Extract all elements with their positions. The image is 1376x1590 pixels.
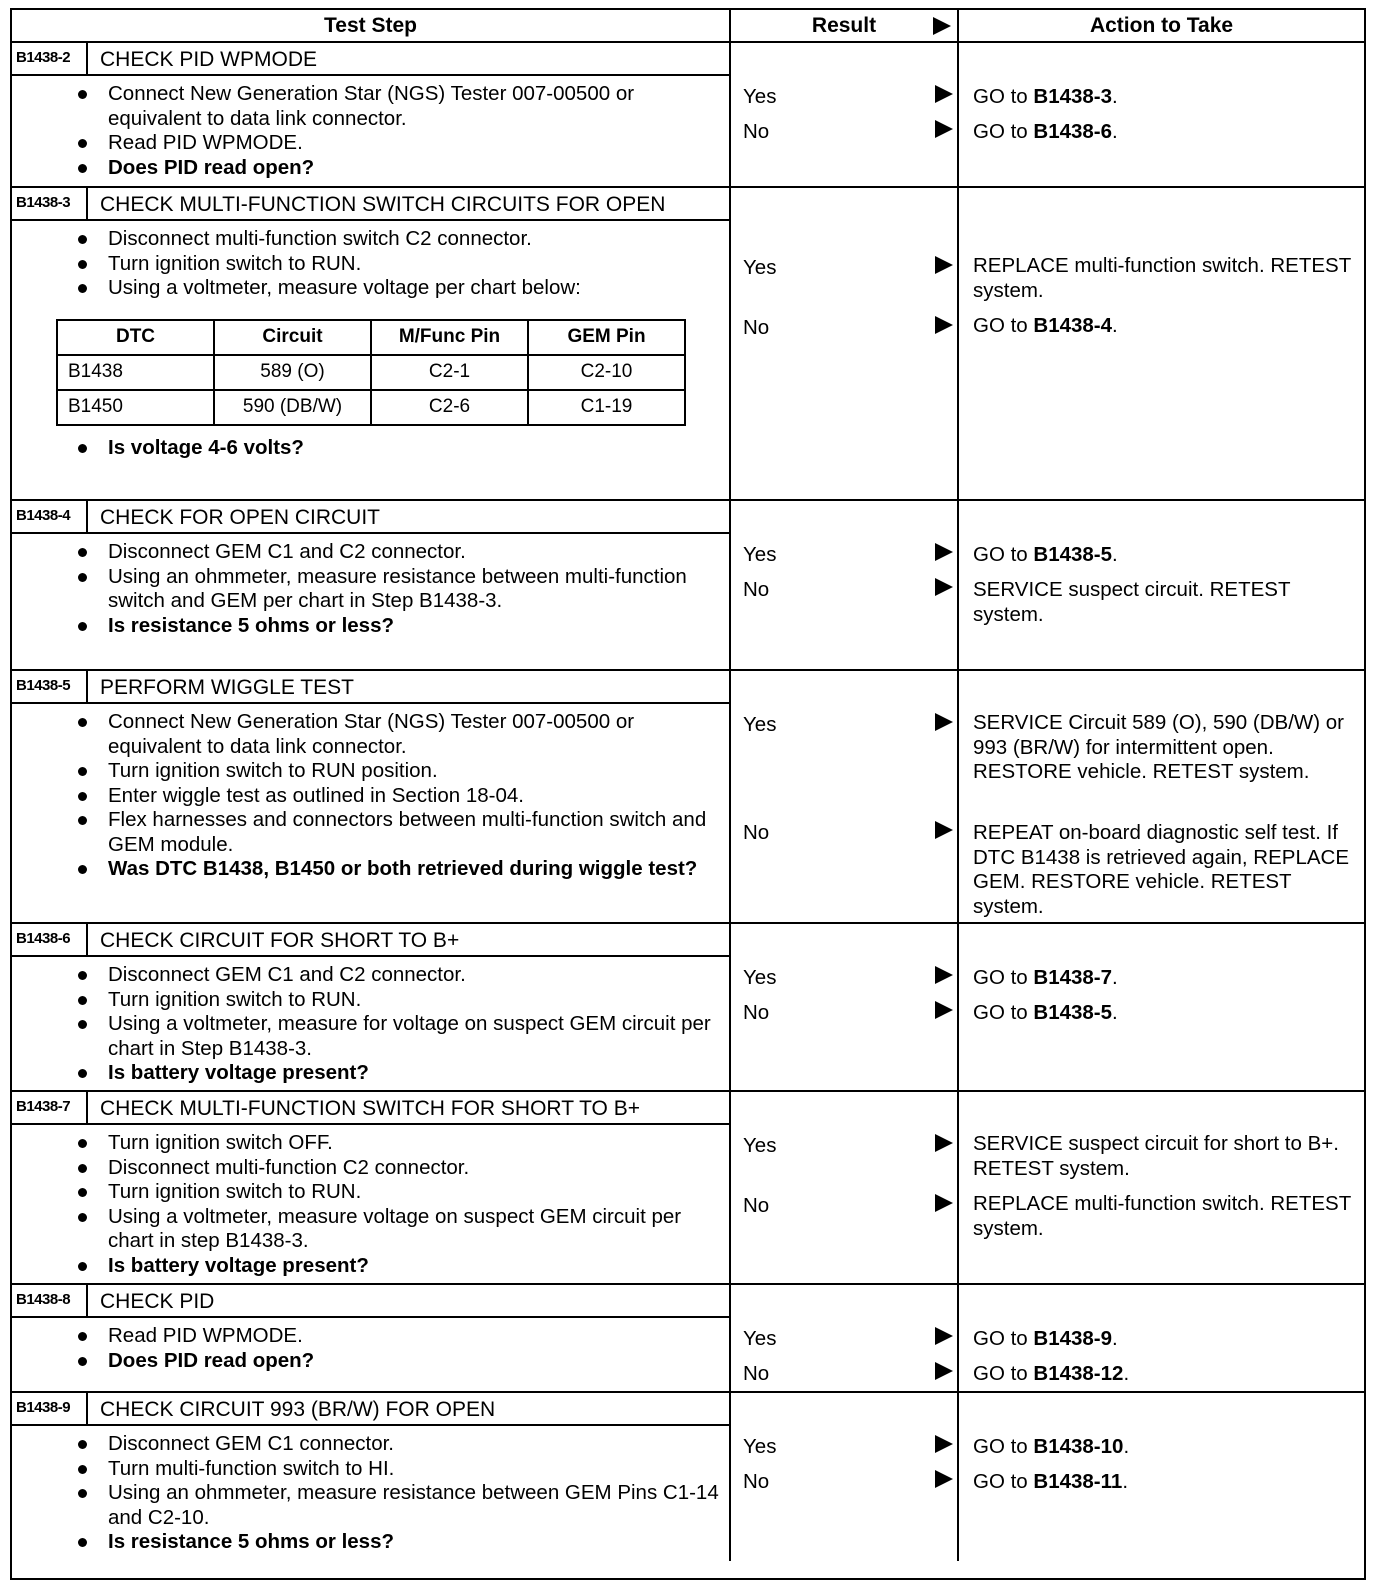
no-action [959,1362,1364,1387]
instruction-item: Turn multi-function switch to HI. [108,1457,729,1482]
chart-row [57,355,685,390]
step-title: CHECK PID WPMODE [100,48,318,71]
step-row [12,923,1364,1091]
yes-label: Yes [743,256,777,279]
arrow-right-icon [935,821,953,839]
action-suffix: . [1112,85,1118,108]
arrow-right-icon [935,578,953,596]
result-yes [731,1321,957,1356]
step-title: CHECK FOR OPEN CIRCUIT [100,506,381,529]
action-cell [958,1091,1364,1284]
arrow-right-icon [933,17,951,35]
result-cell [730,500,958,670]
instruction-item: Disconnect GEM C1 connector. [108,1432,729,1457]
test-step-cell [12,670,730,923]
action-cell [958,1284,1364,1392]
diagnostic-table-page [10,8,1366,1580]
result-no [731,572,957,607]
step-row [12,1284,1364,1392]
result-cell [730,1392,958,1561]
step-instructions [12,76,729,184]
step-question: Is battery voltage present? [108,1061,729,1086]
no-action: REPLACE multi-function switch. RETEST system. [973,1192,1351,1240]
action-text: GO to [973,85,1034,108]
instruction-item: Turn ignition switch to RUN position. [108,759,729,784]
instruction-item: Disconnect multi-function switch C2 connector. [108,227,729,252]
chart-cell: B1438 [57,355,214,390]
instruction-item: Using a voltmeter, measure voltage per chart below: [108,276,729,301]
arrow-right-icon [935,1194,953,1212]
chart-header: GEM Pin [528,320,685,355]
arrow-right-icon [935,1470,953,1488]
chart-cell: C1-19 [528,390,685,425]
yes-label: Yes [743,85,777,108]
arrow-right-icon [935,1134,953,1152]
step-ref: B1438-9 [1033,1327,1113,1350]
action-text: GO to [973,120,1034,143]
step-header [12,924,729,957]
result-yes [731,960,957,995]
result-yes [731,1429,957,1464]
action-suffix: . [1112,120,1118,143]
no-label: No [743,1001,770,1024]
result-no [731,310,957,345]
instruction-item: Using an ohmmeter, measure resistance between GEM Pins C1-14 and C2-10. [108,1481,729,1530]
yes-label: Yes [743,713,777,736]
step-instructions [12,1125,729,1282]
result-no [731,1464,957,1499]
step-title: CHECK MULTI-FUNCTION SWITCH CIRCUITS FOR OPEN [100,193,666,216]
action-cell [958,670,1364,923]
result-no [731,995,957,1030]
instruction-item: Using a voltmeter, measure voltage on suspect GEM circuit per chart in step B1438-3. [108,1205,729,1254]
step-id: B1438-5 [12,671,88,702]
instruction-item: Using an ohmmeter, measure resistance between multi-function switch and GEM per chart in Step B1438-3. [108,565,729,614]
arrow-right-icon [935,1362,953,1380]
action-suffix: . [1112,966,1118,989]
result-cell [730,1284,958,1392]
step-header [12,501,729,534]
action-text: GO to [973,1327,1034,1350]
step-ref: B1438-5 [1033,1001,1113,1024]
no-label: No [743,821,770,844]
header-row [12,10,1364,42]
instruction-item: Disconnect GEM C1 and C2 connector. [108,540,729,565]
no-label: No [743,578,770,601]
header-result [730,10,958,42]
instruction-item: Enter wiggle test as outlined in Section 18-04. [108,784,729,809]
yes-action [959,543,1364,578]
action-text: GO to [973,966,1034,989]
arrow-right-icon [935,1435,953,1453]
result-yes [731,79,957,114]
step-row [12,1392,1364,1561]
arrow-right-icon [935,85,953,103]
step-question: Is battery voltage present? [108,1254,729,1279]
instruction-item: Disconnect multi-function C2 connector. [108,1156,729,1181]
step-id: B1438-9 [12,1393,88,1424]
action-cell [958,42,1364,187]
step-instructions [12,957,729,1090]
step-ref: B1438-4 [1033,314,1113,337]
instruction-item: Disconnect GEM C1 and C2 connector. [108,963,729,988]
action-suffix: . [1112,1327,1118,1350]
step-title: CHECK CIRCUIT 993 (BR/W) FOR OPEN [100,1398,496,1421]
result-yes [731,1128,957,1188]
arrow-right-icon [935,713,953,731]
no-label: No [743,1362,770,1385]
step-instructions [12,1426,729,1559]
arrow-right-icon [935,256,953,274]
step-id: B1438-3 [12,188,88,219]
action-suffix: . [1123,1362,1130,1385]
step-instructions [12,221,729,301]
instruction-item: Turn ignition switch to RUN. [108,988,729,1013]
yes-label: Yes [743,966,777,989]
instruction-item: Read PID WPMODE. [108,1324,729,1349]
chart-header: Circuit [214,320,371,355]
step-header [12,188,729,221]
step-id: B1438-8 [12,1285,88,1316]
arrow-right-icon [935,1327,953,1345]
step-instructions [12,704,729,886]
action-text: GO to [973,1470,1034,1493]
step-ref: B1438-5 [1033,543,1113,566]
step-question: Is resistance 5 ohms or less? [108,614,729,639]
chart-header-row [57,320,685,355]
action-cell [958,1392,1364,1561]
no-label: No [743,1194,770,1217]
no-action [959,120,1364,145]
chart-cell: C2-10 [528,355,685,390]
step-ref: B1438-7 [1033,966,1113,989]
chart-header: DTC [57,320,214,355]
action-text: GO to [973,314,1034,337]
arrow-right-icon [935,316,953,334]
arrow-right-icon [935,120,953,138]
step-question: Does PID read open? [108,156,729,181]
step-row [12,670,1364,923]
chart-cell: C2-6 [371,390,528,425]
yes-label: Yes [743,1435,777,1458]
action-cell [958,500,1364,670]
step-header [12,43,729,76]
step-header [12,1092,729,1125]
yes-action [959,1327,1364,1362]
step-id: B1438-7 [12,1092,88,1123]
chart-row [57,390,685,425]
step-question: Is resistance 5 ohms or less? [108,1530,729,1555]
action-suffix: . [1112,1001,1118,1024]
yes-action: SERVICE suspect circuit for short to B+. RETEST system. [973,1132,1339,1180]
step-question: Does PID read open? [108,1349,729,1374]
step-row [12,500,1364,670]
test-step-cell [12,1284,730,1392]
result-cell [730,187,958,500]
test-step-cell [12,1091,730,1284]
chart-header: M/Func Pin [371,320,528,355]
test-step-cell [12,187,730,500]
yes-label: Yes [743,1134,777,1157]
action-suffix: . [1122,1470,1129,1493]
yes-action [959,85,1364,120]
result-cell [730,1091,958,1284]
action-suffix: . [1123,1435,1130,1458]
step-title: CHECK CIRCUIT FOR SHORT TO B+ [100,929,460,952]
action-cell [958,923,1364,1091]
chart-cell: B1450 [57,390,214,425]
arrow-right-icon [935,966,953,984]
no-action [959,1470,1364,1495]
action-text: GO to [973,1362,1034,1385]
instruction-item: Using a voltmeter, measure for voltage on suspect GEM circuit per chart in Step B1438-3. [108,1012,729,1061]
no-label: No [743,120,770,143]
step-header [12,1393,729,1426]
result-no [731,1188,957,1223]
action-suffix: . [1112,314,1118,337]
result-no [731,114,957,149]
action-text: GO to [973,543,1034,566]
no-label: No [743,1470,770,1493]
instruction-item: Flex harnesses and connectors between multi-function switch and GEM module. [108,808,729,857]
step-question: Is voltage 4-6 volts? [108,436,729,461]
step-id: B1438-4 [12,501,88,532]
test-step-cell [12,500,730,670]
step-ref: B1438-12 [1033,1362,1124,1385]
yes-label: Yes [743,1327,777,1350]
pin-chart [56,319,686,426]
instruction-item: Connect New Generation Star (NGS) Tester 007-00500 or equivalent to data link connector. [108,710,729,759]
no-label: No [743,316,770,339]
header-result-label: Result [811,13,877,37]
step-ref: B1438-11 [1033,1470,1123,1493]
result-yes [731,537,957,572]
step-instructions [12,1318,729,1377]
action-text: GO to [973,1001,1034,1024]
no-action [959,314,1364,339]
result-cell [730,42,958,187]
yes-action: REPLACE multi-function switch. RETEST system. [973,254,1351,302]
header-action: Action to Take [958,10,1364,42]
result-no [731,1356,957,1391]
instruction-item: Turn ignition switch OFF. [108,1131,729,1156]
step-row [12,42,1364,187]
no-action: SERVICE suspect circuit. RETEST system. [973,578,1291,626]
no-action [959,1001,1364,1026]
step-question-list [12,432,729,465]
step-title: CHECK PID [100,1290,215,1313]
test-step-cell [12,42,730,187]
arrow-right-icon [935,1001,953,1019]
chart-cell: 590 (DB/W) [214,390,371,425]
yes-action: SERVICE Circuit 589 (O), 590 (DB/W) or 993 (BR/W) for intermittent open. RESTORE vehicle. RETEST system. [973,711,1344,783]
result-no [731,815,957,850]
step-question: Was DTC B1438, B1450 or both retrieved during wiggle test? [108,857,729,882]
diagnostic-table [12,10,1364,1561]
action-cell [958,187,1364,500]
step-id: B1438-2 [12,43,88,74]
step-instructions [12,534,729,642]
test-step-cell [12,1392,730,1561]
step-ref: B1438-6 [1033,120,1113,143]
step-row [12,187,1364,500]
step-ref: B1438-3 [1033,85,1113,108]
chart-cell: 589 (O) [214,355,371,390]
step-header [12,1285,729,1318]
result-yes [731,707,957,815]
instruction-item: Turn ignition switch to RUN. [108,252,729,277]
header-test-step: Test Step [12,10,730,42]
step-ref: B1438-10 [1033,1435,1124,1458]
step-header [12,671,729,704]
yes-action [959,966,1364,1001]
chart-cell: C2-1 [371,355,528,390]
instruction-item: Turn ignition switch to RUN. [108,1180,729,1205]
instruction-item: Read PID WPMODE. [108,131,729,156]
action-suffix: . [1112,543,1118,566]
yes-label: Yes [743,543,777,566]
result-cell [730,923,958,1091]
step-id: B1438-6 [12,924,88,955]
test-step-cell [12,923,730,1091]
step-row [12,1091,1364,1284]
step-title: PERFORM WIGGLE TEST [100,676,354,699]
instruction-item: Connect New Generation Star (NGS) Tester 007-00500 or equivalent to data link connector. [108,82,729,131]
no-action: REPEAT on-board diagnostic self test. If DTC B1438 is retrieved again, REPLACE GEM. RESTORE vehicle. RETEST system. [973,821,1350,918]
result-cell [730,670,958,923]
step-title: CHECK MULTI-FUNCTION SWITCH FOR SHORT TO B+ [100,1097,641,1120]
arrow-right-icon [935,543,953,561]
yes-action [959,1435,1364,1470]
result-yes [731,250,957,310]
action-text: GO to [973,1435,1034,1458]
